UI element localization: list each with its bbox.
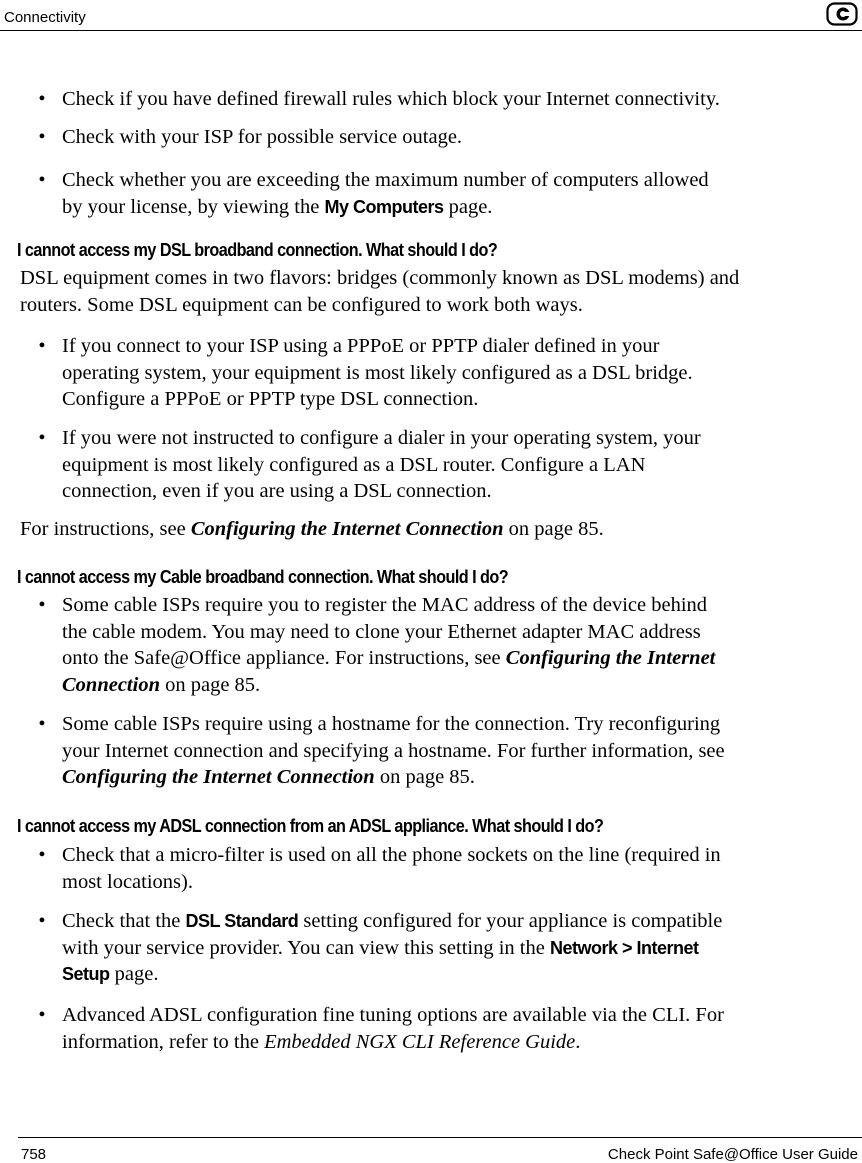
bullet-icon: • <box>38 335 46 357</box>
section-heading: I cannot access my Cable broadband connection. What should I do? <box>17 567 509 587</box>
ui-reference: My Computers <box>324 196 444 217</box>
paragraph: DSL equipment comes in two flavors: bridges (commonly known as DSL modems) and routers. Some DSL equipment can be configured to work both ways. <box>20 267 740 316</box>
cross-reference-link[interactable]: Configuring the Internet <box>505 647 716 669</box>
ui-reference: Network > Internet <box>549 937 699 958</box>
section-heading: I cannot access my ADSL connection from an ADSL appliance. What should I do? <box>17 816 604 836</box>
bullet-icon: • <box>38 713 46 735</box>
running-header-title: Connectivity <box>4 9 86 26</box>
document-reference: Embedded NGX CLI Reference Guide <box>264 1030 576 1053</box>
cross-reference-link[interactable]: Configuring the Internet Connection <box>62 766 375 788</box>
bullet-icon: • <box>38 88 46 110</box>
footer-guide-title: Check Point Safe@Office User Guide <box>607 1146 858 1163</box>
bullet-icon: • <box>38 844 46 866</box>
section-heading: I cannot access my DSL broadband connection. What should I do? <box>17 240 498 260</box>
bullet-icon: • <box>38 910 46 932</box>
ui-reference: DSL Standard <box>185 911 299 931</box>
header-divider <box>0 30 862 31</box>
bullet-icon: • <box>38 169 46 191</box>
bullet-icon: • <box>38 1004 46 1026</box>
bullet-icon: • <box>38 126 46 148</box>
ui-reference: Setup <box>62 964 110 984</box>
cross-reference-link[interactable]: Connection <box>62 673 160 696</box>
bullet-icon: • <box>38 427 46 449</box>
cross-reference-link[interactable]: Configuring the Internet Connection <box>190 518 504 540</box>
page-number: 758 <box>21 1146 47 1163</box>
check-point-logo-icon <box>826 2 858 26</box>
bullet-icon: • <box>38 594 46 616</box>
footer-divider <box>18 1137 862 1138</box>
paragraph: For instructions, see Configuring the Internet Connection on page 85. <box>20 518 604 540</box>
